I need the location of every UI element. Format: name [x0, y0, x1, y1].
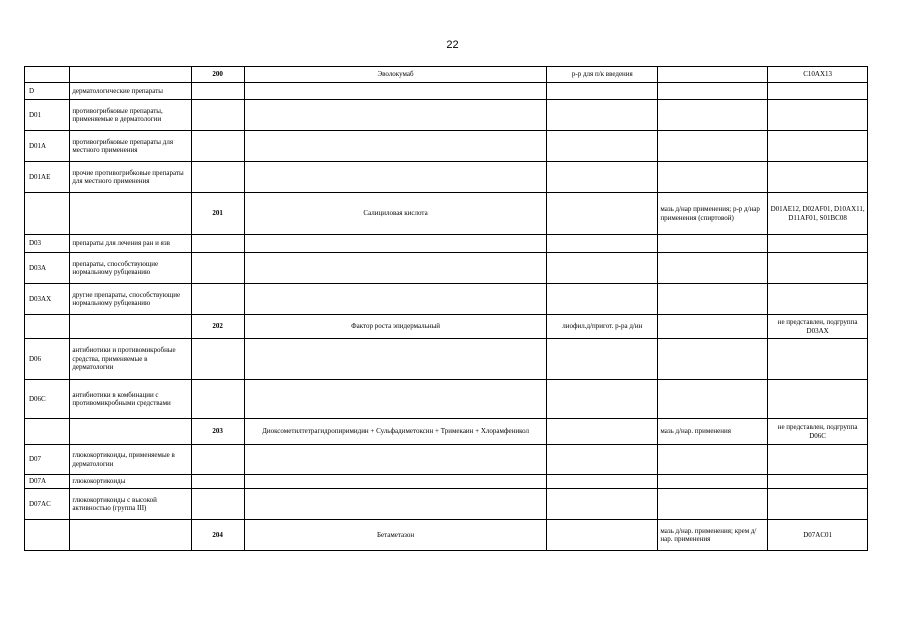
- cell-num: 203: [191, 419, 244, 445]
- cell-num: [191, 489, 244, 520]
- cell-atc: C10AX13: [768, 67, 868, 83]
- cell-empty: [658, 162, 768, 193]
- cell-group: глюкокортикоиды с высокой активностью (группа III): [70, 489, 191, 520]
- cell-group: препараты, способствующие нормальному рубцеванию: [70, 253, 191, 284]
- cell-name: [244, 83, 547, 100]
- cell-atc: [768, 235, 868, 253]
- cell-num: [191, 445, 244, 475]
- cell-form: [547, 284, 658, 315]
- cell-group: другие препараты, способствующие нормальному рубцеванию: [70, 284, 191, 315]
- cell-name: [244, 284, 547, 315]
- table-row: [25, 489, 868, 520]
- table-row: [25, 380, 868, 419]
- cell-group: [70, 419, 191, 445]
- cell-code: D07: [25, 445, 70, 475]
- cell-empty: мазь д/нар. применения: [658, 419, 768, 445]
- cell-code: [25, 520, 70, 551]
- cell-empty: [658, 83, 768, 100]
- cell-name: [244, 253, 547, 284]
- cell-group: антибиотики и противомикробные средства, применяемые в дерматологии: [70, 339, 191, 380]
- cell-empty: мазь д/нар применения; р-р д/нар применения (спиртовой): [658, 193, 768, 235]
- cell-empty: [658, 315, 768, 339]
- cell-form: [547, 162, 658, 193]
- cell-name: Диоксометилтетрагидропиримидин + Сульфадиметоксин + Тримекаин + Хлорамфеникол: [244, 419, 547, 445]
- cell-atc: [768, 100, 868, 131]
- cell-num: 201: [191, 193, 244, 235]
- cell-num: [191, 131, 244, 162]
- cell-form: [547, 83, 658, 100]
- cell-code: D07AC: [25, 489, 70, 520]
- cell-group: противогрибковые препараты, применяемые в дерматологии: [70, 100, 191, 131]
- cell-atc: [768, 445, 868, 475]
- cell-num: [191, 162, 244, 193]
- table-row: [25, 162, 868, 193]
- cell-form: [547, 339, 658, 380]
- table-row: [25, 235, 868, 253]
- table-row: [25, 520, 868, 551]
- cell-group: [70, 315, 191, 339]
- cell-group: антибиотики в комбинации с противомикробными средствами: [70, 380, 191, 419]
- cell-atc: [768, 253, 868, 284]
- cell-num: [191, 475, 244, 489]
- cell-empty: [658, 235, 768, 253]
- table-row: [25, 83, 868, 100]
- cell-num: [191, 380, 244, 419]
- cell-name: [244, 445, 547, 475]
- cell-group: [70, 520, 191, 551]
- cell-empty: [658, 475, 768, 489]
- cell-num: 202: [191, 315, 244, 339]
- table-row: [25, 339, 868, 380]
- cell-name: [244, 339, 547, 380]
- cell-code: D06: [25, 339, 70, 380]
- cell-form: [547, 193, 658, 235]
- cell-group: противогрибковые препараты для местного применения: [70, 131, 191, 162]
- cell-form: [547, 253, 658, 284]
- cell-code: D03: [25, 235, 70, 253]
- cell-name: [244, 162, 547, 193]
- cell-name: Эволокумаб: [244, 67, 547, 83]
- cell-num: [191, 235, 244, 253]
- cell-name: [244, 380, 547, 419]
- cell-atc: [768, 475, 868, 489]
- cell-code: D07A: [25, 475, 70, 489]
- cell-form: [547, 100, 658, 131]
- cell-num: 204: [191, 520, 244, 551]
- drug-table: [24, 66, 868, 551]
- table-row: [25, 284, 868, 315]
- cell-name: [244, 235, 547, 253]
- cell-form: [547, 235, 658, 253]
- cell-form: р-р для п/к введения: [547, 67, 658, 83]
- table-row: [25, 67, 868, 83]
- table-row: [25, 100, 868, 131]
- cell-name: [244, 475, 547, 489]
- cell-name: Салициловая кислота: [244, 193, 547, 235]
- cell-code: D: [25, 83, 70, 100]
- cell-empty: [658, 284, 768, 315]
- cell-code: D01: [25, 100, 70, 131]
- cell-form: [547, 131, 658, 162]
- cell-form: [547, 445, 658, 475]
- cell-form: [547, 520, 658, 551]
- cell-code: D01AE: [25, 162, 70, 193]
- cell-code: [25, 193, 70, 235]
- cell-group: препараты для лечения ран и язв: [70, 235, 191, 253]
- cell-group: [70, 67, 191, 83]
- cell-num: [191, 253, 244, 284]
- cell-name: [244, 100, 547, 131]
- cell-code: D03A: [25, 253, 70, 284]
- cell-atc: [768, 83, 868, 100]
- cell-group: прочие противогрибковые препараты для местного применения: [70, 162, 191, 193]
- cell-form: лиофил.д/пригот. р-ра д/ин: [547, 315, 658, 339]
- cell-code: [25, 419, 70, 445]
- cell-atc: [768, 380, 868, 419]
- cell-empty: [658, 489, 768, 520]
- cell-form: [547, 475, 658, 489]
- table-row: [25, 253, 868, 284]
- cell-atc: [768, 131, 868, 162]
- cell-atc: D07AC01: [768, 520, 868, 551]
- cell-atc: [768, 284, 868, 315]
- table-row: [25, 445, 868, 475]
- cell-group: глюкокортикоиды: [70, 475, 191, 489]
- cell-atc: [768, 162, 868, 193]
- cell-num: [191, 100, 244, 131]
- cell-code: D01A: [25, 131, 70, 162]
- cell-code: [25, 315, 70, 339]
- cell-form: [547, 489, 658, 520]
- cell-empty: [658, 339, 768, 380]
- cell-group: глюкокортикоиды, применяемые в дерматологии: [70, 445, 191, 475]
- cell-code: D06C: [25, 380, 70, 419]
- cell-empty: [658, 100, 768, 131]
- table-row: [25, 419, 868, 445]
- cell-atc: не представлен, подгруппа D06C: [768, 419, 868, 445]
- cell-group: [70, 193, 191, 235]
- cell-atc: [768, 339, 868, 380]
- page-number: 22: [446, 39, 459, 51]
- cell-empty: [658, 253, 768, 284]
- cell-empty: [658, 380, 768, 419]
- cell-form: [547, 419, 658, 445]
- cell-empty: [658, 67, 768, 83]
- cell-atc: D01AE12, D02AF01, D10AX11, D11AF01, S01BC08: [768, 193, 868, 235]
- cell-empty: [658, 445, 768, 475]
- cell-num: [191, 83, 244, 100]
- cell-empty: мазь д/нар. применения; крем д/нар. применения: [658, 520, 768, 551]
- table-row: [25, 131, 868, 162]
- cell-code: D03AX: [25, 284, 70, 315]
- cell-atc: [768, 489, 868, 520]
- cell-num: 200: [191, 67, 244, 83]
- cell-atc: не представлен, подгруппа D03AX: [768, 315, 868, 339]
- table-row: [25, 315, 868, 339]
- cell-name: [244, 489, 547, 520]
- table-row: [25, 475, 868, 489]
- cell-empty: [658, 131, 768, 162]
- cell-form: [547, 380, 658, 419]
- cell-code: [25, 67, 70, 83]
- cell-name: [244, 131, 547, 162]
- cell-num: [191, 284, 244, 315]
- cell-num: [191, 339, 244, 380]
- cell-name: Бетаметазон: [244, 520, 547, 551]
- cell-name: Фактор роста эпидермальный: [244, 315, 547, 339]
- cell-group: дерматологические препараты: [70, 83, 191, 100]
- table-row: [25, 193, 868, 235]
